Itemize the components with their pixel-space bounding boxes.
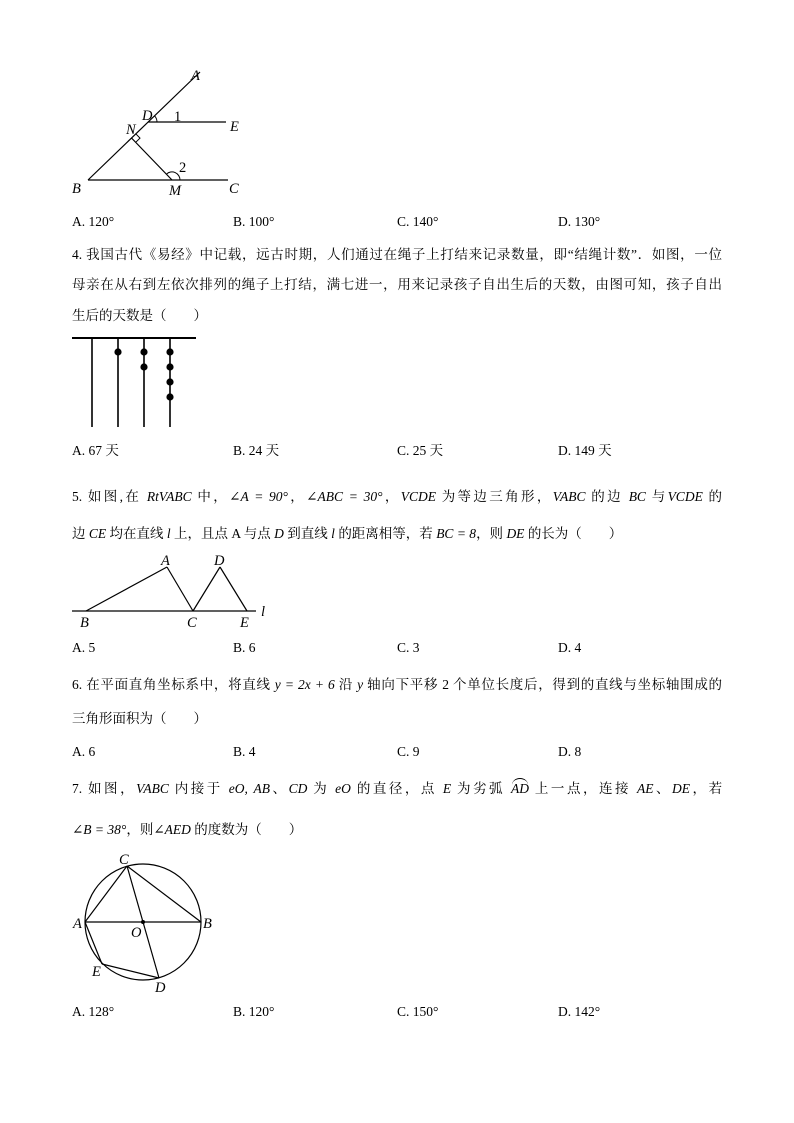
knot-dot [140, 348, 147, 355]
q7-options [0, 1003, 794, 1021]
q3-option-c[interactable]: C. 140° [397, 214, 439, 229]
q6-option-b[interactable]: B. 4 [233, 744, 256, 759]
text-run: 的度数为（ ） [190, 822, 303, 837]
q7-option-c[interactable]: C. 150° [397, 1004, 439, 1019]
label-a: A [73, 916, 82, 932]
knot-dot [114, 348, 121, 355]
chord-ae [85, 922, 102, 964]
text-run: ， [382, 489, 401, 504]
q5-options [0, 639, 794, 657]
text-run: 内接于 [168, 781, 229, 796]
segment-de [220, 567, 247, 611]
knot-dot [166, 378, 173, 385]
q7-text-line-1 [72, 780, 722, 798]
math-text: RtVABC [146, 489, 192, 504]
q3-option-a[interactable]: A. 120° [72, 214, 115, 229]
q5-option-b[interactable]: B. 6 [233, 640, 256, 655]
math-text: BC = 8 [436, 526, 477, 541]
label-e: E [92, 964, 101, 980]
math-text: y [357, 677, 364, 692]
q6-text-line-2 [72, 710, 207, 728]
center-dot [141, 920, 145, 924]
text-run: ，若 [690, 781, 723, 796]
text-run: 的 [702, 489, 723, 504]
q6-option-d[interactable]: D. 8 [558, 744, 582, 759]
knot-dot [166, 393, 173, 400]
q3-figure-parallel-lines [60, 60, 260, 205]
text-run: 三角形面积为（ ） [72, 711, 207, 726]
label-angle-1: 1 [174, 109, 182, 125]
text-run: 的边 [585, 489, 629, 504]
label-n: N [126, 122, 136, 138]
knot-dot [140, 363, 147, 370]
label-c: C [119, 852, 129, 868]
q4-option-c[interactable]: C. 25 天 [397, 443, 444, 458]
math-text: l [331, 526, 335, 541]
knot-dot [166, 348, 173, 355]
text-run: 6. 在平面直角坐标系中，将直线 [72, 677, 275, 692]
q4-option-b[interactable]: B. 24 天 [233, 443, 280, 458]
line-mn [132, 138, 173, 180]
math-text: l [166, 526, 171, 541]
text-run: 的长为（ ） [524, 526, 623, 541]
math-text: eO, AB [228, 781, 271, 796]
q5-option-c[interactable]: C. 3 [397, 640, 420, 655]
q7-figure-circle [65, 850, 225, 1000]
q5-text-line-2 [72, 525, 622, 543]
math-text: VABC [136, 781, 169, 796]
text-run: ，则 [476, 526, 507, 541]
text-run: 沿 [334, 677, 358, 692]
text-run: 边 [72, 526, 89, 541]
label-b: B [203, 916, 212, 932]
q3-option-d[interactable]: D. 130° [558, 214, 601, 229]
q4-text-line-3: 生后的天数是（ ） [72, 308, 207, 323]
label-c: C [187, 615, 197, 631]
label-e: E [240, 615, 249, 631]
text-run: 中， [191, 489, 230, 504]
text-run: 、 [653, 781, 673, 796]
q3-options [0, 213, 794, 231]
q5-figure-triangles [65, 548, 275, 633]
text-run: 轴向下平移 2 个单位长度后，得到的直线与坐标轴围成的 [363, 677, 723, 692]
text-run: 、 [270, 781, 289, 796]
math-text: BC [628, 489, 646, 504]
chord-ed [102, 964, 159, 978]
text-run: 与 [645, 489, 668, 504]
label-b: B [80, 615, 89, 631]
q7-text-line-2 [72, 821, 302, 839]
segment-ba [86, 567, 167, 611]
text-run: 均在直线 [106, 526, 167, 541]
text-run: 5. 如图,在 [72, 489, 147, 504]
q4-text-line-2: 母亲在从右到左依次排列的绳子上打结，满七进一，用来记录孩子自出生后的天数，由图可知，孩子自出 [72, 277, 722, 292]
math-text: eO [335, 781, 351, 796]
q4-options [0, 442, 794, 460]
q6-options [0, 743, 794, 761]
right-angle-mark [136, 134, 140, 143]
angle-1-arc [155, 116, 158, 122]
text-run: 到直线 [283, 526, 332, 541]
text-run: ，则 [126, 822, 154, 837]
q7-option-b[interactable]: B. 120° [233, 1004, 275, 1019]
label-c: C [229, 181, 239, 197]
text-run: 的直径，点 [350, 781, 443, 796]
text-run: 的距离相等，若 [334, 526, 437, 541]
label-a: A [161, 553, 170, 569]
label-d: D [142, 108, 153, 124]
q4-text-line-1: 4. 我国古代《易经》中记载，远古时期，人们通过在绳子上打结来记录数量，即“结绳计数”．如图，一位 [72, 247, 722, 262]
label-b: B [72, 181, 81, 197]
math-text: VABC [552, 489, 586, 504]
math-text: VCDE [667, 489, 703, 504]
q3-option-b[interactable]: B. 100° [233, 214, 275, 229]
q7-option-a[interactable]: A. 128° [72, 1004, 115, 1019]
math-text: ∠B = 38° [72, 822, 127, 837]
text-run: 上，且点 A 与点 [170, 526, 275, 541]
text-run: 为劣弧 [451, 781, 511, 796]
segment-ac [167, 567, 193, 611]
segment-cd [193, 567, 220, 611]
math-text: ∠ABC = 30° [306, 489, 383, 504]
math-text: ∠A = 90° [229, 489, 288, 504]
chord-cb [127, 866, 201, 922]
math-text: VCDE [400, 489, 436, 504]
math-text: ∠AED [153, 822, 191, 837]
q7-option-d[interactable]: D. 142° [558, 1004, 601, 1019]
text-run: ， [287, 489, 307, 504]
math-text: CD [288, 781, 308, 796]
label-e: E [230, 119, 239, 135]
math-text: AD [511, 781, 529, 796]
math-text: y = 2x + 6 [274, 677, 335, 692]
q5-option-a[interactable]: A. 5 [72, 640, 96, 655]
label-d: D [155, 980, 166, 996]
label-m: M [169, 183, 182, 199]
text-run: 上一点，连接 [529, 781, 637, 796]
q4-figure-knotted-ropes [65, 330, 205, 435]
math-text: E [442, 781, 452, 796]
text-run: 为 [307, 781, 336, 796]
math-text: DE [672, 781, 691, 796]
label-angle-2: 2 [179, 160, 187, 176]
math-text: D [274, 526, 284, 541]
text-run: 为等边三角形， [435, 489, 553, 504]
label-l: l [261, 604, 266, 620]
q6-option-a[interactable]: A. 6 [72, 744, 96, 759]
math-text: CE [88, 526, 107, 541]
math-text: DE [506, 526, 525, 541]
label-a: A [191, 68, 200, 84]
knot-dot [166, 363, 173, 370]
text-run: 7. 如图， [72, 781, 137, 796]
q6-text-line-1 [72, 676, 722, 694]
math-text: AE [636, 781, 654, 796]
label-d: D [214, 553, 225, 569]
q5-text-line-1 [72, 488, 722, 506]
q5-option-d[interactable]: D. 4 [558, 640, 582, 655]
q6-option-c[interactable]: C. 9 [397, 744, 420, 759]
label-o: O [131, 925, 142, 941]
chord-ac [85, 866, 127, 922]
q4-option-a[interactable]: A. 67 天 [72, 443, 119, 458]
q4-option-d[interactable]: D. 149 天 [558, 443, 612, 458]
